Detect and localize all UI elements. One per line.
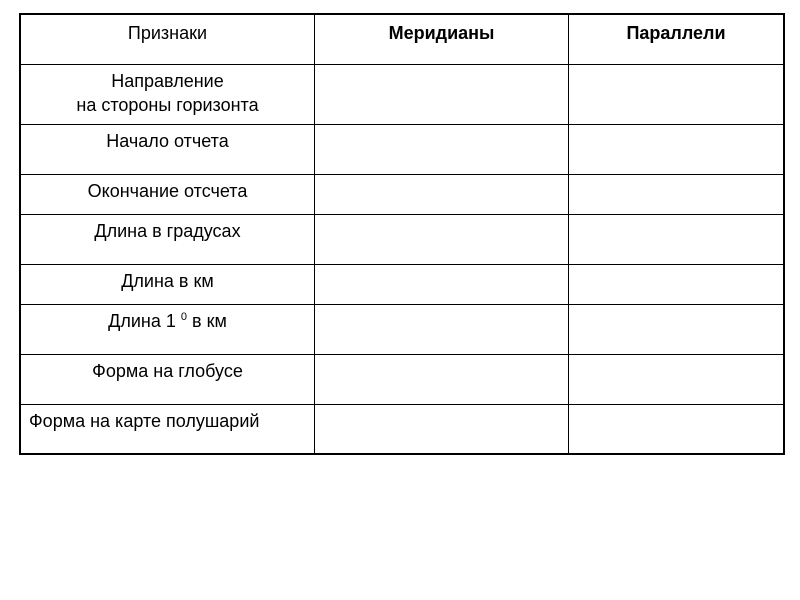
- row-label-length-one-degree: [20, 304, 315, 354]
- table-row: [20, 214, 784, 264]
- row-label-shape-globe: Форма на глобусе: [20, 354, 315, 404]
- row-label-line: на стороны горизонта: [76, 94, 259, 115]
- table-row: [20, 174, 784, 214]
- label-suffix: в км: [187, 310, 227, 331]
- table-header-row: [20, 14, 784, 64]
- cell-parallels[interactable]: [569, 124, 785, 174]
- cell-meridians[interactable]: [315, 174, 569, 214]
- header-meridians: Меридианы: [315, 14, 569, 64]
- cell-parallels[interactable]: [569, 264, 785, 304]
- cell-meridians[interactable]: [315, 404, 569, 454]
- row-label-length-km: Длина в км: [20, 264, 315, 304]
- cell-meridians[interactable]: [315, 124, 569, 174]
- cell-meridians[interactable]: [315, 64, 569, 124]
- table-row: [20, 304, 784, 354]
- degree-superscript: 0: [180, 310, 188, 323]
- header-parallels: Параллели: [569, 14, 785, 64]
- table-row: [20, 64, 784, 124]
- label-prefix: Длина 1: [108, 310, 176, 331]
- cell-parallels[interactable]: [569, 64, 785, 124]
- row-label-direction: [20, 64, 315, 124]
- row-label-line: Направление: [111, 70, 224, 91]
- table-row: [20, 124, 784, 174]
- cell-meridians[interactable]: [315, 264, 569, 304]
- cell-parallels[interactable]: [569, 214, 785, 264]
- table-row: [20, 404, 784, 454]
- cell-parallels[interactable]: [569, 404, 785, 454]
- row-label-shape-hemispheres-map: Форма на карте полушарий: [20, 404, 315, 454]
- cell-parallels[interactable]: [569, 304, 785, 354]
- cell-meridians[interactable]: [315, 304, 569, 354]
- cell-parallels[interactable]: [569, 174, 785, 214]
- row-label-end: Окончание отсчета: [20, 174, 315, 214]
- comparison-table-container: [19, 13, 781, 455]
- header-features: Признаки: [20, 14, 315, 64]
- cell-meridians[interactable]: [315, 214, 569, 264]
- cell-meridians[interactable]: [315, 354, 569, 404]
- row-label-start: Начало отчета: [20, 124, 315, 174]
- cell-parallels[interactable]: [569, 354, 785, 404]
- row-label-length-degrees: Длина в градусах: [20, 214, 315, 264]
- meridians-parallels-table: [19, 13, 785, 455]
- table-row: [20, 354, 784, 404]
- table-row: [20, 264, 784, 304]
